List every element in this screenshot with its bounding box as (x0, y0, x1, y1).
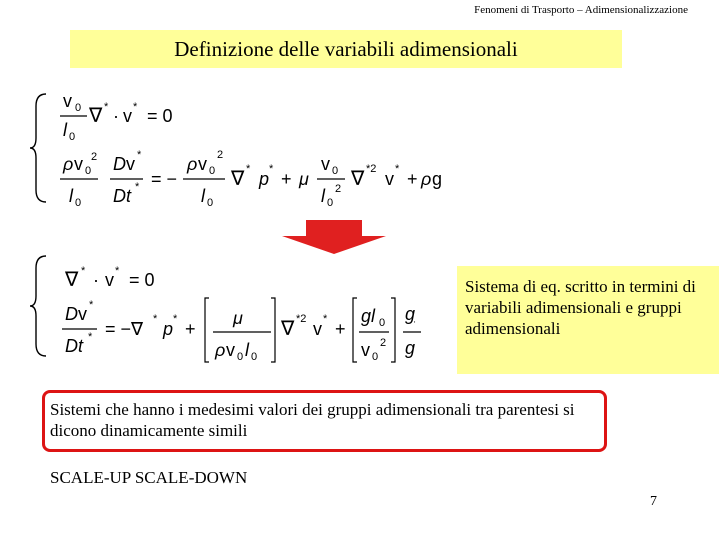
svg-text:0: 0 (69, 131, 76, 143)
note-box (457, 266, 719, 374)
svg-text:= −∇: = −∇ (105, 319, 144, 339)
svg-text:+: + (281, 169, 292, 189)
svg-text:Dt: Dt (65, 336, 83, 356)
dimensionless-equations (55, 258, 455, 368)
svg-text:v: v (126, 154, 135, 174)
svg-text:v: v (321, 154, 330, 174)
down-arrow-icon (282, 218, 386, 254)
svg-text:v: v (78, 304, 87, 324)
svg-text:*: * (88, 331, 93, 343)
svg-text:0: 0 (237, 351, 244, 363)
svg-text:ρ: ρ (215, 340, 226, 360)
svg-text:0: 0 (209, 165, 216, 177)
svg-text:0: 0 (332, 165, 339, 177)
svg-text:*: * (115, 265, 120, 277)
svg-text:*: * (104, 101, 109, 113)
svg-text:g: g (405, 304, 416, 324)
svg-text:v: v (313, 319, 322, 339)
svg-text:∇: ∇ (89, 105, 103, 127)
svg-text:l: l (245, 340, 249, 360)
svg-text:*: * (89, 299, 94, 311)
svg-text:l: l (201, 186, 205, 206)
svg-text:2: 2 (91, 151, 98, 163)
svg-text:D: D (65, 304, 78, 324)
svg-text:2: 2 (380, 337, 387, 349)
svg-text:p: p (259, 169, 270, 189)
svg-text:0: 0 (372, 351, 379, 363)
svg-text:v: v (385, 169, 394, 189)
left-brace-bottom (30, 254, 50, 358)
scale-text: SCALE-UP SCALE-DOWN (50, 468, 248, 487)
svg-text:0: 0 (75, 197, 82, 209)
svg-text:l: l (63, 120, 67, 140)
svg-text:= −: = − (151, 169, 178, 189)
svg-text:*: * (395, 163, 400, 175)
svg-text:0: 0 (75, 102, 82, 114)
svg-text:Dt: Dt (113, 186, 131, 206)
svg-text:v: v (74, 154, 83, 174)
svg-text:v: v (226, 340, 235, 360)
svg-text:+: + (407, 169, 418, 189)
svg-text:∇: ∇ (351, 168, 365, 190)
svg-text:0: 0 (379, 317, 386, 329)
svg-text:·: · (93, 270, 99, 290)
svg-text:D: D (113, 154, 126, 174)
slide-title (70, 30, 622, 68)
svg-text:gl: gl (361, 306, 376, 326)
page-number: 7 (650, 494, 657, 509)
svg-text:*: * (173, 313, 178, 325)
svg-text:∇: ∇ (231, 168, 245, 190)
svg-text:0: 0 (207, 197, 214, 209)
svg-text:v: v (123, 106, 132, 126)
svg-text:*: * (81, 265, 86, 277)
svg-text:*: * (269, 163, 274, 175)
svg-text:*: * (246, 163, 251, 175)
svg-text:= 0: = 0 (129, 270, 155, 290)
svg-text:l: l (69, 186, 73, 206)
svg-text:∇: ∇ (281, 318, 295, 340)
svg-text:*2: *2 (296, 313, 307, 325)
svg-text:= 0: = 0 (147, 106, 173, 126)
svg-text:p: p (163, 319, 174, 339)
svg-text:+: + (335, 319, 346, 339)
svg-text:g: g (432, 169, 443, 189)
svg-text:ρ: ρ (63, 154, 74, 174)
svg-text:l: l (321, 186, 325, 206)
svg-text:+: + (185, 319, 196, 339)
svg-text:ρ: ρ (421, 169, 432, 189)
svg-text:*: * (153, 313, 158, 325)
svg-text:ρ: ρ (187, 154, 198, 174)
svg-text:*: * (133, 101, 138, 113)
svg-text:2: 2 (217, 149, 224, 161)
svg-text:∇: ∇ (65, 269, 79, 291)
svg-text:2: 2 (335, 183, 342, 195)
svg-text:0: 0 (85, 165, 92, 177)
svg-text:μ: μ (299, 169, 309, 189)
similarity-statement-text: Sistemi che hanno i medesimi valori dei gruppi adimensionali tra parentesi si dicono dinamicamente simili (50, 400, 575, 440)
svg-text:0: 0 (327, 197, 334, 209)
svg-text:*2: *2 (366, 163, 377, 175)
slide-header: Fenomeni di Trasporto – Adimensionalizzazione (474, 4, 688, 16)
slide-title-text: Definizione delle variabili adimensionali (174, 36, 518, 61)
dimensional-equations (55, 88, 455, 213)
svg-text:v: v (198, 154, 207, 174)
svg-text:v: v (105, 270, 114, 290)
svg-text:v: v (361, 340, 370, 360)
svg-text:v: v (63, 91, 72, 111)
svg-text:g: g (405, 338, 416, 358)
svg-text:*: * (135, 181, 140, 193)
svg-text:*: * (323, 313, 328, 325)
left-brace-top (30, 92, 50, 204)
similarity-statement-box (42, 390, 607, 452)
svg-text:*: * (137, 149, 142, 161)
svg-text:μ: μ (233, 308, 243, 328)
note-text: Sistema di eq. scritto in termini di variabili adimensionali e gruppi adimensionali (465, 277, 696, 338)
svg-text:0: 0 (251, 351, 258, 363)
svg-text:·: · (113, 106, 119, 126)
